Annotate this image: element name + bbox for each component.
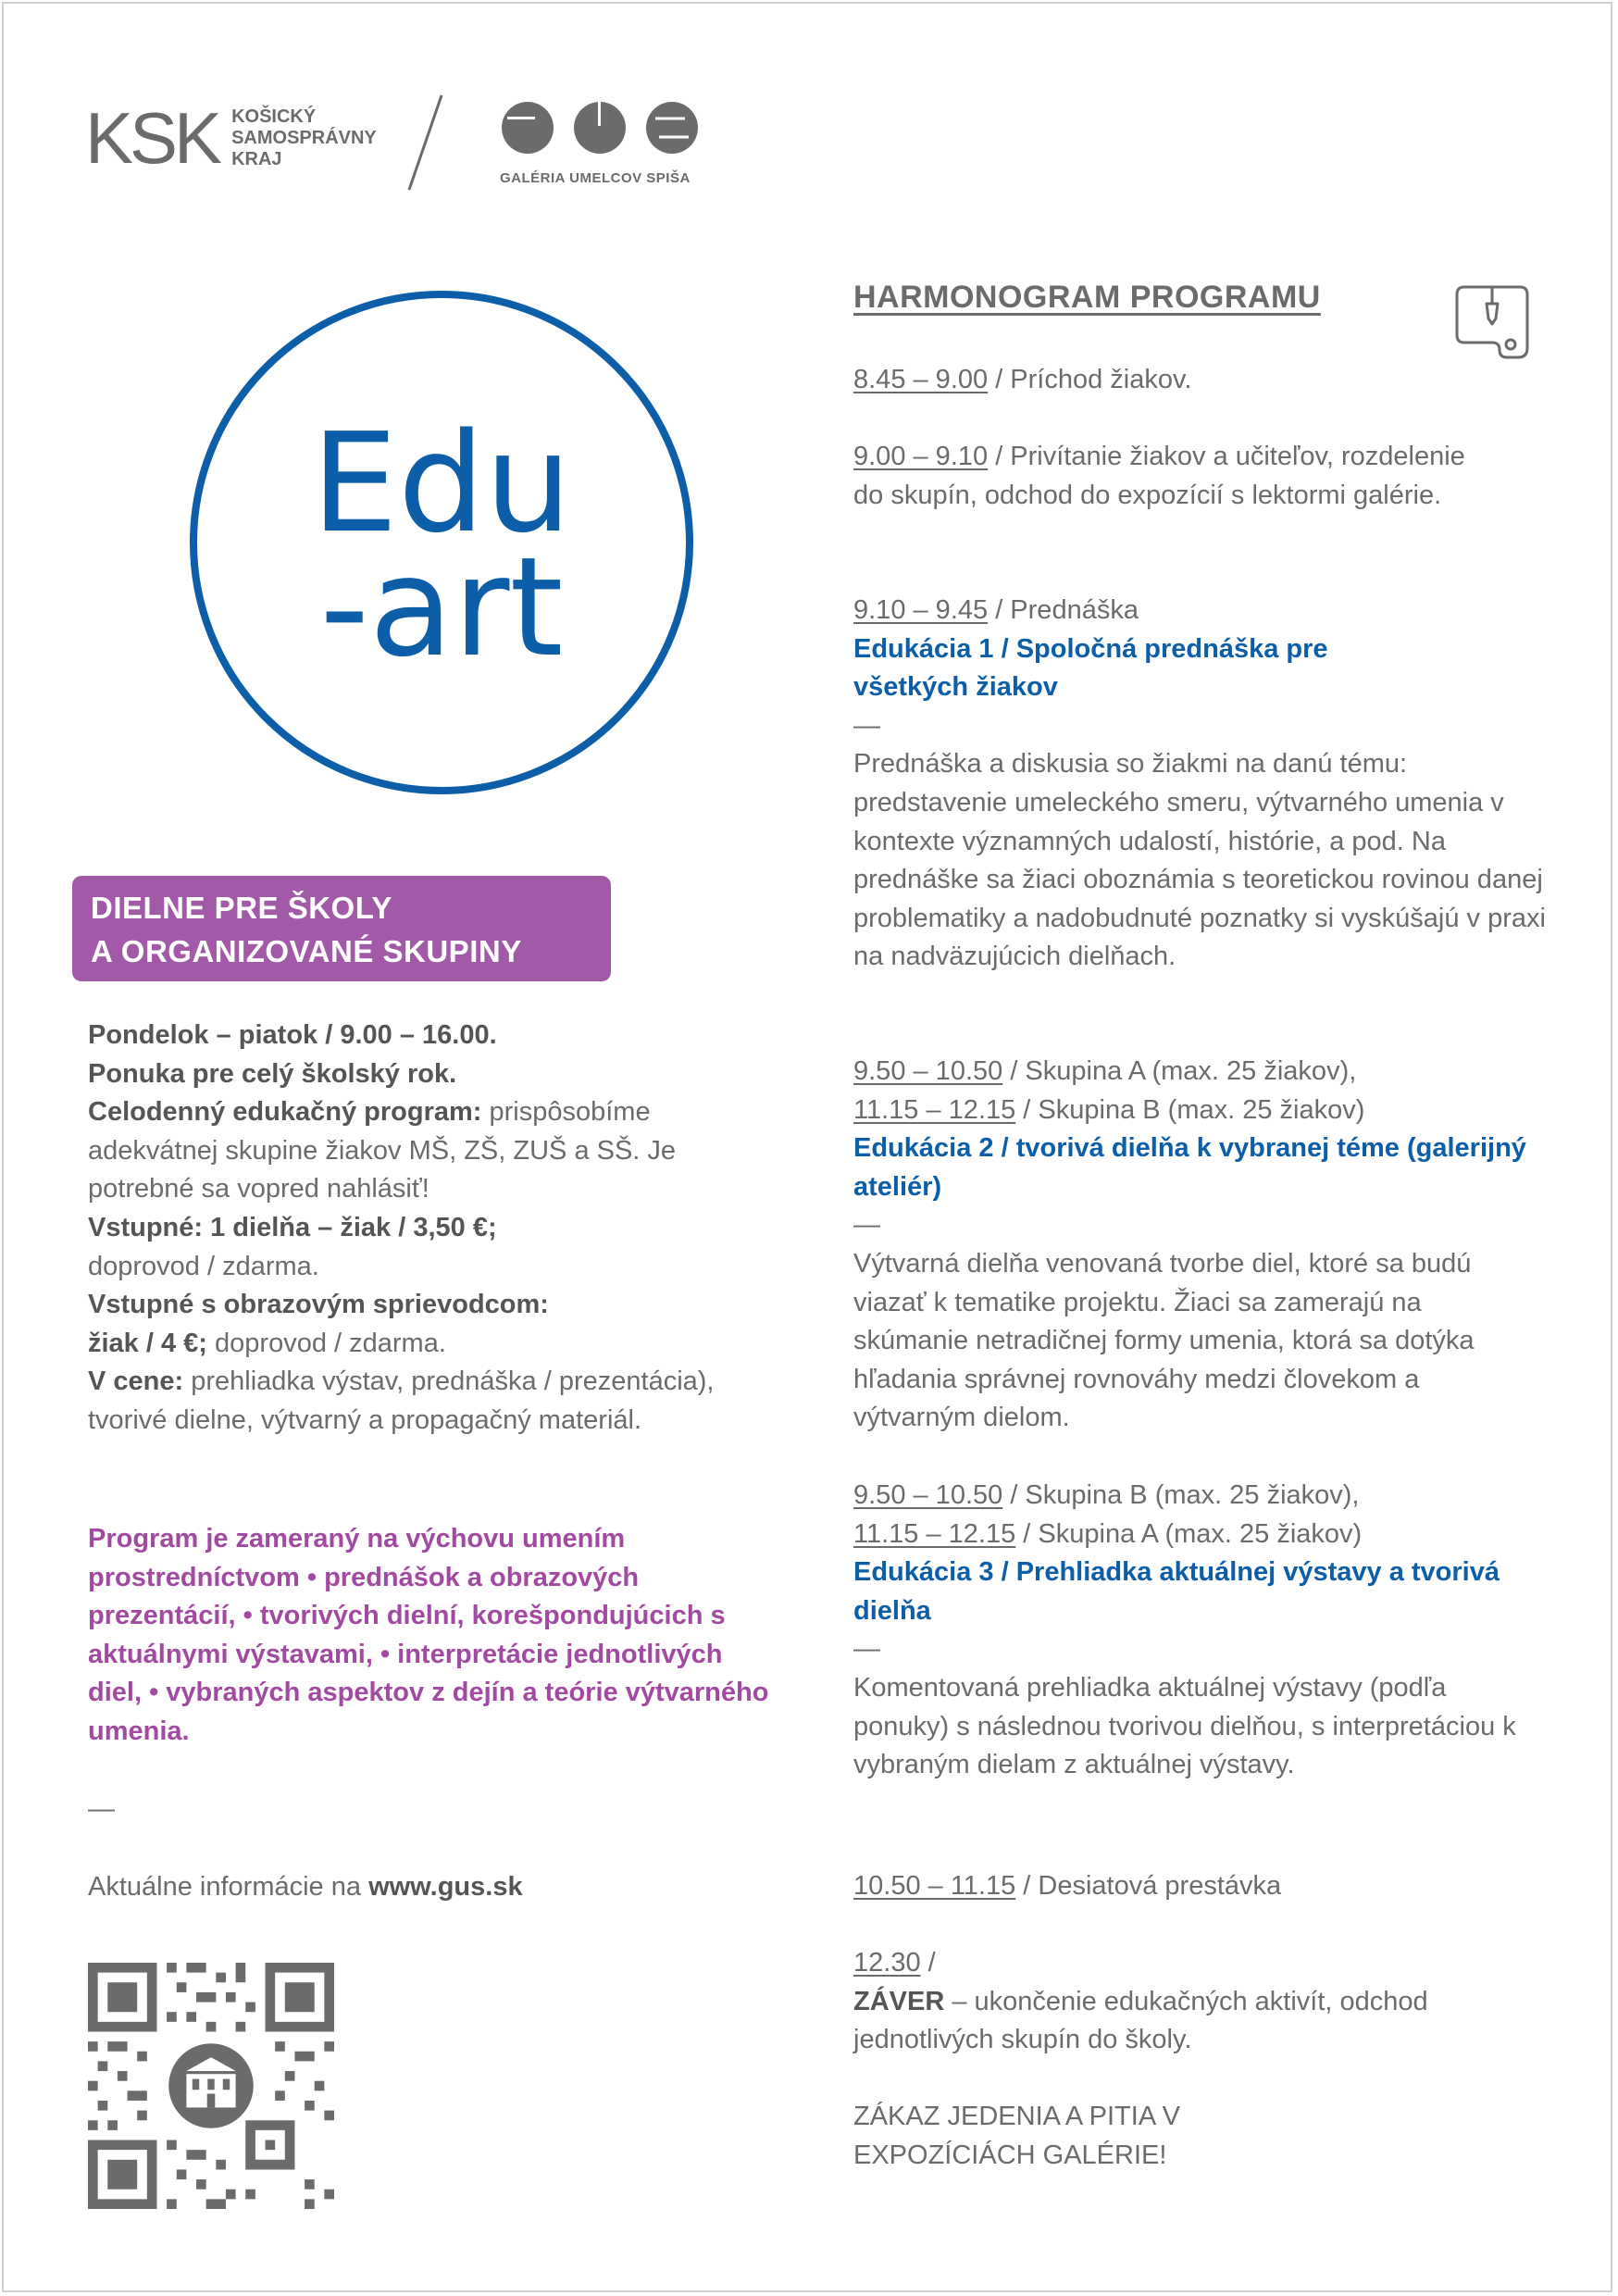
info-program-label: Celodenný edukačný program: xyxy=(88,1097,482,1128)
slot-break-time: 10.50 – 11.15 xyxy=(853,1871,1016,1901)
ksk-logo xyxy=(85,97,377,179)
edu2-group-b: / Skupina B (max. 25 žiakov) xyxy=(1015,1094,1365,1125)
info-offer: Ponuka pre celý školský rok. xyxy=(88,1058,457,1089)
slot-welcome-text: / Privítanie žiakov a učiteľov, rozdelenie do skupín, odchod do expozícií s lektormi galérie. xyxy=(853,442,1465,510)
slot-lecture-text: / Prednáška xyxy=(988,595,1139,625)
info-fee2-text: doprovod / zdarma. xyxy=(206,1328,446,1358)
gus-logo-label: GALÉRIA UMELCOV SPIŠA xyxy=(500,170,691,186)
slot-arrival xyxy=(853,361,1557,400)
edu2-description: Výtvarná dielňa venovaná tvorbe diel, ktoré sa budú viazať k tematike projektu. Žiaci sa zamerajú na skúmanie netradičnej formy umenia, ktorá sa dotýka hľadania správnej rovnováhy medzi človekom a výtvarným dielom. xyxy=(853,1248,1475,1433)
edu3-group-a: / Skupina A (max. 25 žiakov) xyxy=(1015,1518,1363,1549)
contact-url-link[interactable]: www.gus.sk xyxy=(368,1872,523,1902)
slot-closing-time: 12.30 xyxy=(853,1948,921,1978)
slot-arrival-time: 8.45 – 9.00 xyxy=(853,365,989,394)
edu2-dash: — xyxy=(853,1210,880,1241)
edu2-title: Edukácia 2 / tvorivá dielňa k vybranej téme (galerijný ateliér) xyxy=(853,1133,1526,1202)
info-block xyxy=(88,1017,773,1441)
ksk-line-2: SAMOSPRÁVNY xyxy=(231,127,377,148)
qr-code[interactable] xyxy=(88,1963,334,2209)
slot-workshop xyxy=(853,1053,1557,1438)
slot-welcome-time: 9.00 – 9.10 xyxy=(853,442,989,471)
info-fee1-label: Vstupné: 1 dielňa – žiak / 3,50 €; xyxy=(88,1212,497,1242)
info-price-label: V cene: xyxy=(88,1366,184,1397)
ksk-line-1: KOŠICKÝ xyxy=(231,106,317,127)
edu2-group-a: / Skupina A (max. 25 žiakov), xyxy=(1002,1056,1357,1086)
edu3-description: Komentovaná prehliadka aktuálnej výstavy (podľa ponuky) s následnou tvorivou dielňou, s interpretáciou k vybraným dielam z aktuálnej výstavy. xyxy=(853,1672,1516,1780)
closing-description: – ukončenie edukačných aktivít, odchod jednotlivých skupín do školy. xyxy=(853,1986,1428,2055)
info-days: Pondelok – piatok / 9.00 – 16.00. xyxy=(88,1020,497,1050)
food-notice: ZÁKAZ JEDENIA A PITIA V EXPOZÍCIÁCH GALÉRIE! xyxy=(853,2102,1180,2170)
edu1-dash: — xyxy=(853,710,880,741)
slot-break-text: / Desiatová prestávka xyxy=(1015,1871,1282,1901)
workshop-badge xyxy=(72,876,611,981)
info-fee2-label: Vstupné s obrazovým sprievodcom: žiak / 4 €; xyxy=(88,1290,549,1358)
slot-welcome xyxy=(853,438,1483,515)
edu3-title: Edukácia 3 / Prehliadka aktuálnej výstavy a tvorivá dielňa xyxy=(853,1557,1500,1626)
badge-line-2: A ORGANIZOVANÉ SKUPINY xyxy=(91,934,522,968)
program-focus: Program je zameraný na výchovu umením prostredníctvom • prednášok a obrazových prezentácií, • tvorivých dielní, korešpondujúcich s aktuálnymi výstavami, • interpretácie jednotlivých diel, • vybraných aspektov z dejín a teórie výtvarného umenia. xyxy=(88,1524,769,1746)
edu3-time-a: 9.50 – 10.50 xyxy=(853,1480,1003,1510)
slot-exhibition xyxy=(853,1477,1557,1785)
gus-logo xyxy=(500,100,703,186)
slot-arrival-text: / Príchod žiakov. xyxy=(988,365,1192,394)
contact-line xyxy=(88,1868,773,1907)
edu3-dash: — xyxy=(853,1634,880,1665)
edu1-description: Prednáška a diskusia so žiakmi na danú tému: predstavenie umeleckého smeru, výtvarného umenia v kontexte významných udalostí, histórie, a pod. Na prednáške sa žiaci oboznámia s teoretickou rovinou danej problematiky a nadobudnuté poznatky si vyskúšajú v praxi na nadväzujúcich dielňach. xyxy=(853,749,1546,972)
closing-label: ZÁVER xyxy=(853,1986,945,2016)
info-fee1-text: doprovod / zdarma. xyxy=(88,1251,319,1281)
ksk-line-3: KRAJ xyxy=(231,148,282,169)
gus-logo-mark xyxy=(500,100,703,156)
edu1-title: Edukácia 1 / Spoločná prednáška pre všetkých žiakov xyxy=(853,633,1328,703)
gallery-building-icon xyxy=(168,2043,254,2128)
edu2-time-b: 11.15 – 12.15 xyxy=(853,1094,1016,1125)
info-price-text: prehliadka výstav, prednáška / prezentácia), tvorivé dielne, výtvarný a propagačný materiál. xyxy=(88,1366,715,1435)
ksk-logo-text xyxy=(231,106,377,170)
slot-lecture-time: 9.10 – 9.45 xyxy=(853,595,989,625)
edu-title-line2: -art xyxy=(319,528,564,687)
badge-line-1: DIELNE PRE ŠKOLY xyxy=(91,891,392,925)
schedule-heading: HARMONOGRAM PROGRAMU xyxy=(853,280,1321,315)
edu-title-line1: Edu xyxy=(311,404,572,563)
contact-text: Aktuálne informácie na xyxy=(88,1872,369,1902)
slot-break xyxy=(853,1867,1557,1906)
palette-brush-icon xyxy=(1453,283,1531,361)
edu3-time-b: 11.15 – 12.15 xyxy=(853,1518,1016,1549)
edu2-time-a: 9.50 – 10.50 xyxy=(853,1056,1003,1086)
slot-closing-slash: / xyxy=(920,1948,936,1978)
slot-closing xyxy=(853,1944,1557,2060)
slot-lecture xyxy=(853,592,1557,977)
info-program-text: prispôsobíme adekvátnej skupine žiakov MŠ, ZŠ, ZUŠ a SŠ. Je potrebné sa vopred nahlásiť! xyxy=(88,1097,677,1204)
left-dash: — xyxy=(88,1794,115,1824)
edu3-group-b: / Skupina B (max. 25 žiakov), xyxy=(1002,1480,1360,1510)
ksk-logo-mark: KSK xyxy=(85,97,219,179)
